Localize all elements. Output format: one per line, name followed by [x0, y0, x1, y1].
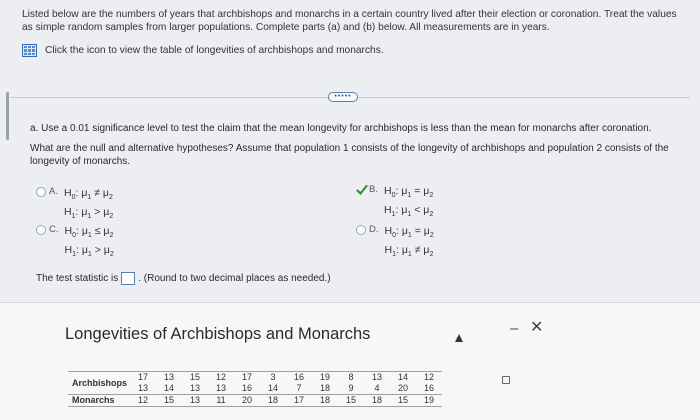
question-a — [30, 122, 670, 168]
table-cell: 19 — [416, 395, 442, 407]
table-cell: 20 — [234, 395, 260, 407]
table-link-text: Click the icon to view the table of longevities of archbishops and monarchs. — [45, 45, 384, 56]
table-cell: 16 — [286, 372, 312, 384]
table-cell: 18 — [312, 395, 338, 407]
table-row — [68, 372, 442, 384]
table-cell: 17 — [286, 395, 312, 407]
table-cell: 14 — [163, 383, 174, 393]
table-cell: 3 — [260, 372, 286, 384]
option-c-hypotheses: $H_0$: $\mu_1 \le \mu_2$ $H_1$: $\mu_1 > \mu_2$ — [64, 225, 114, 259]
option-c[interactable] — [36, 224, 114, 262]
option-a-hypotheses: $H_0$: $\mu_1 \ne \mu_2$ $H_1$: $\mu_1 > \mu_2$ — [63, 187, 114, 221]
table-cell: 12 — [208, 372, 234, 384]
radio-a[interactable] — [36, 187, 46, 197]
table-cell: 14 — [267, 383, 278, 393]
table-cell: 16 — [241, 383, 252, 393]
test-statistic-prefix: The test statistic is — [36, 273, 119, 284]
minimize-button[interactable]: – — [510, 320, 519, 337]
mouse-pointer-icon — [455, 334, 463, 342]
table-row — [68, 395, 442, 407]
radio-d[interactable] — [356, 225, 366, 235]
scroll-indicator[interactable] — [6, 92, 9, 140]
table-cell: 13 — [182, 395, 208, 407]
question-a-prompt: What are the null and alternative hypotheses? Assume that population 1 consists of the longevity of archbishops and population 2 consists of the longevity of monarchs. — [30, 143, 669, 167]
table-cell: 18 — [364, 395, 390, 407]
table-cell: 12 — [416, 372, 442, 384]
option-c-letter: C. — [49, 224, 59, 235]
table-cell: 15 — [338, 395, 364, 407]
table-cell: 15 — [156, 395, 182, 407]
option-a-h0-relation: ≠ — [94, 187, 100, 199]
option-b-h1-relation: < — [414, 204, 421, 217]
option-b-h0-relation: = — [414, 185, 421, 197]
longevity-table-popup — [0, 302, 700, 420]
table-cell: 15 — [182, 372, 208, 384]
option-a-h1-relation: > — [94, 206, 101, 219]
table-cell: 13 — [156, 372, 182, 384]
expand-button[interactable]: ••••• — [328, 92, 358, 102]
table-cell: 8 — [338, 372, 364, 384]
table-cell: 4 — [374, 383, 380, 393]
table-cell: 17 — [130, 372, 156, 384]
table-cell: 18 — [319, 383, 330, 393]
radio-c[interactable] — [36, 225, 46, 235]
table-cell: 13 — [189, 383, 200, 393]
table-cell: 19 — [312, 372, 338, 384]
table-cell: 13 — [364, 372, 390, 384]
test-statistic-suffix: . (Round to two decimal places as needed.) — [138, 273, 331, 284]
table-cell: 9 — [348, 383, 354, 393]
table-cell: 7 — [296, 383, 302, 393]
view-table-link[interactable] — [22, 44, 384, 57]
question-a-claim: a. Use a 0.01 significance level to test the claim that the mean longevity for archbishops is less than the mean for monarchs after coronation. — [30, 123, 652, 134]
option-d-h0-relation: = — [414, 225, 421, 237]
option-d-hypotheses: $H_0$: $\mu_1 = \mu_2$ $H_1$: $\mu_1 \ne \mu_2$ — [384, 225, 434, 259]
option-d-h1-relation: ≠ — [414, 244, 421, 257]
option-b-hypotheses: $H_0$: $\mu_1 = \mu_2$ $H_1$: $\mu_1 < \mu_2$ — [383, 185, 434, 219]
table-cell: 15 — [390, 395, 416, 407]
archbishops-label: Archbishops — [68, 372, 130, 395]
test-statistic-line — [36, 272, 331, 285]
table-cell: 11 — [208, 395, 234, 407]
close-button[interactable]: ✕ — [530, 319, 544, 336]
longevity-table — [68, 371, 442, 407]
option-c-h1-relation: > — [94, 244, 101, 257]
option-d-letter: D. — [369, 224, 379, 235]
table-cell: 18 — [260, 395, 286, 407]
table-cell: 13 — [137, 383, 148, 393]
table-cell: 16 — [423, 383, 434, 393]
option-b-letter: B. — [369, 184, 378, 195]
table-cell: 20 — [397, 383, 408, 393]
checkmark-icon — [356, 184, 368, 196]
table-cell: 13 — [215, 383, 226, 393]
table-cell: 14 — [390, 372, 416, 384]
test-statistic-input[interactable] — [121, 272, 135, 285]
option-a-letter: A. — [49, 186, 58, 197]
copy-icon[interactable] — [502, 376, 510, 384]
option-c-h0-relation: ≤ — [94, 225, 101, 237]
option-a[interactable] — [36, 186, 113, 224]
table-cell: 12 — [130, 395, 156, 407]
option-b[interactable] — [356, 184, 433, 222]
table-cell: 17 — [234, 372, 260, 384]
monarchs-label: Monarchs — [68, 395, 130, 407]
table-icon[interactable] — [22, 44, 37, 57]
popup-title: Longevities of Archbishops and Monarchs — [65, 325, 371, 343]
option-d[interactable] — [356, 224, 434, 262]
problem-intro: Listed below are the numbers of years that archbishops and monarchs in a certain country lived after their election or coronation. Treat the values as simple random samples from larger populations. Complete parts (a) and (b) below. All measurements are in years. — [22, 9, 677, 33]
